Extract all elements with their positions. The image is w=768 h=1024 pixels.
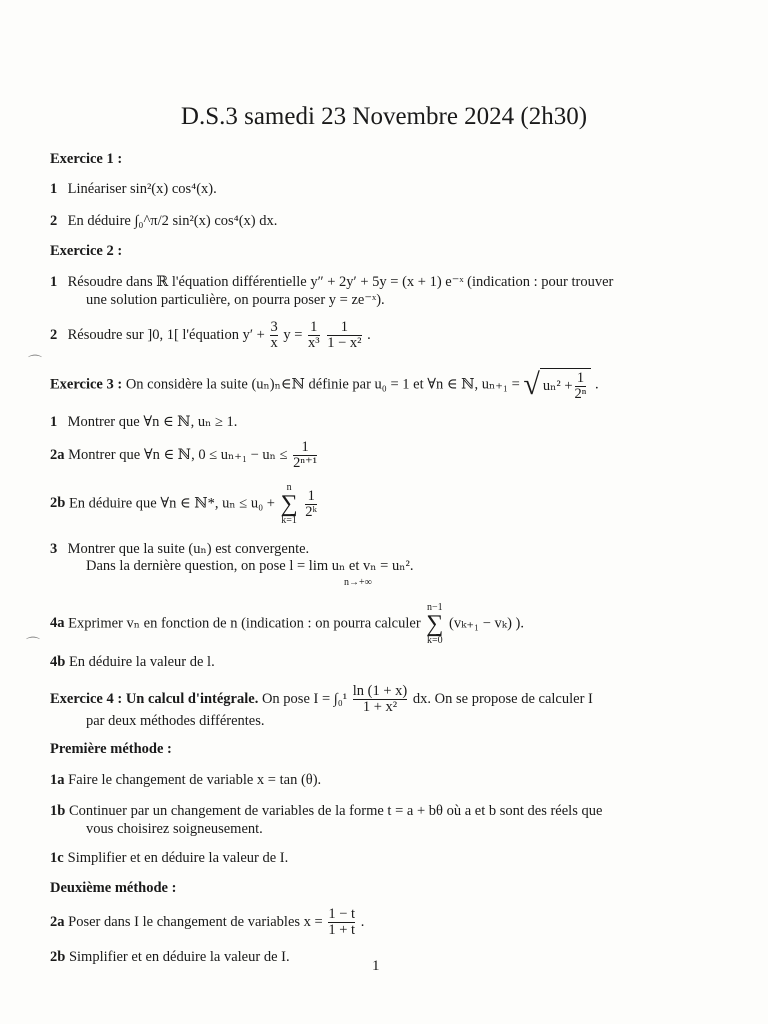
ex4-intro-continued: par deux méthodes différentes. bbox=[86, 713, 265, 729]
question-text-end: (vₖ₊₁ − vₖ) ). bbox=[449, 615, 524, 632]
ex3-question-2b bbox=[50, 482, 319, 526]
question-text: En déduire la valeur de l. bbox=[68, 654, 215, 670]
ex3-question-1 bbox=[50, 413, 237, 431]
intro-text: On considère la suite (uₙ)ₙ∈ℕ définie par u₀ = 1 et ∀n ∈ ℕ, uₙ₊₁ = bbox=[125, 376, 520, 393]
square-root: √ uₙ² + $\frac{1}{\text{2ⁿ}}$ bbox=[523, 368, 591, 402]
question-number: 4a bbox=[50, 615, 65, 632]
page-number: 1 bbox=[372, 958, 380, 974]
exercise-2-heading: Exercice 2 : bbox=[50, 243, 123, 259]
question-text: Montrer que ∀n ∈ ℕ, 0 ≤ uₙ₊₁ − uₙ ≤ bbox=[68, 446, 288, 463]
exercise-3-heading: Exercice 3 : bbox=[50, 376, 123, 393]
ex4-question-1c bbox=[50, 849, 288, 867]
ex4-question-1b-continued: vous choisirez soigneusement. bbox=[86, 821, 263, 837]
question-number: 1 bbox=[50, 181, 58, 197]
ex3-question-4b bbox=[50, 653, 215, 671]
ex1-question-2 bbox=[50, 212, 277, 230]
question-text: Simplifier et en déduire la valeur de I. bbox=[68, 949, 290, 965]
fraction: $\frac{1}{\text{1 − x²}}$ bbox=[327, 319, 362, 351]
fraction: $\frac{1}{\text{x³}}$ bbox=[308, 319, 320, 351]
ex2-question-1-continued: une solution particulière, on pourra poser y = ze⁻ˣ). bbox=[86, 292, 385, 308]
question-number: 2a bbox=[50, 446, 65, 463]
question-number: 2 bbox=[50, 326, 58, 343]
question-text: Montrer que ∀n ∈ ℕ, uₙ ≥ 1. bbox=[67, 414, 238, 430]
question-number: 2b bbox=[50, 495, 66, 512]
fraction: $\frac{1 - t}{1 + t}$ bbox=[328, 906, 356, 938]
fraction: $\frac{1}{\text{2ᵏ}}$ bbox=[305, 487, 318, 520]
ex2-question-2 bbox=[50, 320, 371, 351]
limit-subscript: n→+∞ bbox=[344, 577, 372, 588]
question-text: En déduire ∫₀^π/2 sin²(x) cos⁴(x) dx. bbox=[67, 213, 278, 229]
question-number: 1b bbox=[50, 803, 66, 819]
question-text: Faire le changement de variable x = tan (θ). bbox=[68, 772, 322, 788]
scan-mark: ⌒ bbox=[26, 638, 40, 653]
question-text: Simplifier et en déduire la valeur de I. bbox=[67, 850, 289, 866]
ex2-question-1 bbox=[50, 273, 613, 291]
ex3-question-2a bbox=[50, 440, 319, 471]
fraction: $\frac{3}{x}$ bbox=[270, 319, 278, 351]
scan-mark: ⌒ bbox=[28, 356, 42, 371]
question-number: 1 bbox=[50, 274, 58, 290]
question-number: 2b bbox=[50, 949, 66, 965]
ex3-question-4a bbox=[50, 602, 524, 646]
question-number: 1a bbox=[50, 772, 65, 788]
method-2-heading: Deuxième méthode : bbox=[50, 880, 177, 896]
summation: n−1 ∑ k=0 bbox=[426, 602, 444, 646]
ex4-question-2b bbox=[50, 948, 290, 966]
intro-text: On pose I = ∫₀¹ bbox=[261, 690, 348, 707]
question-number: 3 bbox=[50, 541, 58, 557]
method-1-heading: Première méthode : bbox=[50, 741, 172, 757]
question-number: 1c bbox=[50, 850, 64, 866]
exercise-4-heading: Exercice 4 : Un calcul d'intégrale. bbox=[50, 690, 259, 707]
question-text: En déduire que ∀n ∈ ℕ*, uₙ ≤ u₀ + bbox=[68, 495, 275, 512]
ex3-intro bbox=[50, 368, 599, 402]
page-title: D.S.3 samedi 23 Novembre 2024 (2h30) bbox=[180, 103, 588, 130]
question-text: Résoudre dans ℝ l'équation différentielle y″ + 2y′ + 5y = (x + 1) e⁻ˣ (indication : pour trouver bbox=[67, 274, 614, 290]
ex4-question-2a bbox=[50, 907, 364, 938]
question-text: Dans la dernière question, on pose l = lim uₙ et vₙ = uₙ². bbox=[86, 558, 414, 574]
ex1-question-1 bbox=[50, 180, 217, 198]
fraction: $\frac{1}{\text{2ⁿ⁺¹}}$ bbox=[293, 439, 317, 471]
period: . bbox=[595, 376, 599, 393]
question-number: 2 bbox=[50, 213, 58, 229]
period: . bbox=[367, 326, 371, 343]
equation-part: y = bbox=[283, 326, 303, 343]
summation: n ∑ k=1 bbox=[280, 482, 298, 526]
question-text: Exprimer vₙ en fonction de n (indication : on pourra calculer bbox=[68, 615, 421, 632]
intro-text-end: dx. On se propose de calculer I bbox=[412, 690, 593, 707]
ex3-question-3 bbox=[50, 540, 309, 558]
question-number: 4b bbox=[50, 654, 66, 670]
question-text: Résoudre sur ]0, 1[ l'équation y′ + bbox=[67, 326, 265, 343]
ex4-intro bbox=[50, 684, 593, 715]
question-text: Poser dans I le changement de variables x = bbox=[68, 913, 323, 930]
question-text: Continuer par un changement de variables de la forme t = a + bθ où a et b sont des réels que bbox=[68, 803, 603, 819]
question-number: 2a bbox=[50, 913, 65, 930]
ex4-question-1b bbox=[50, 802, 602, 820]
ex3-question-3-continued bbox=[86, 557, 413, 575]
ex4-question-1a bbox=[50, 771, 321, 789]
period: . bbox=[360, 913, 365, 930]
question-number: 1 bbox=[50, 414, 58, 430]
question-text: Linéariser sin²(x) cos⁴(x). bbox=[67, 181, 217, 197]
question-text: Montrer que la suite (uₙ) est convergente. bbox=[67, 541, 310, 557]
fraction: $\frac{\ln (1 + x)}{\text{1 + x²}}$ bbox=[352, 683, 408, 715]
exercise-1-heading: Exercice 1 : bbox=[50, 151, 123, 167]
